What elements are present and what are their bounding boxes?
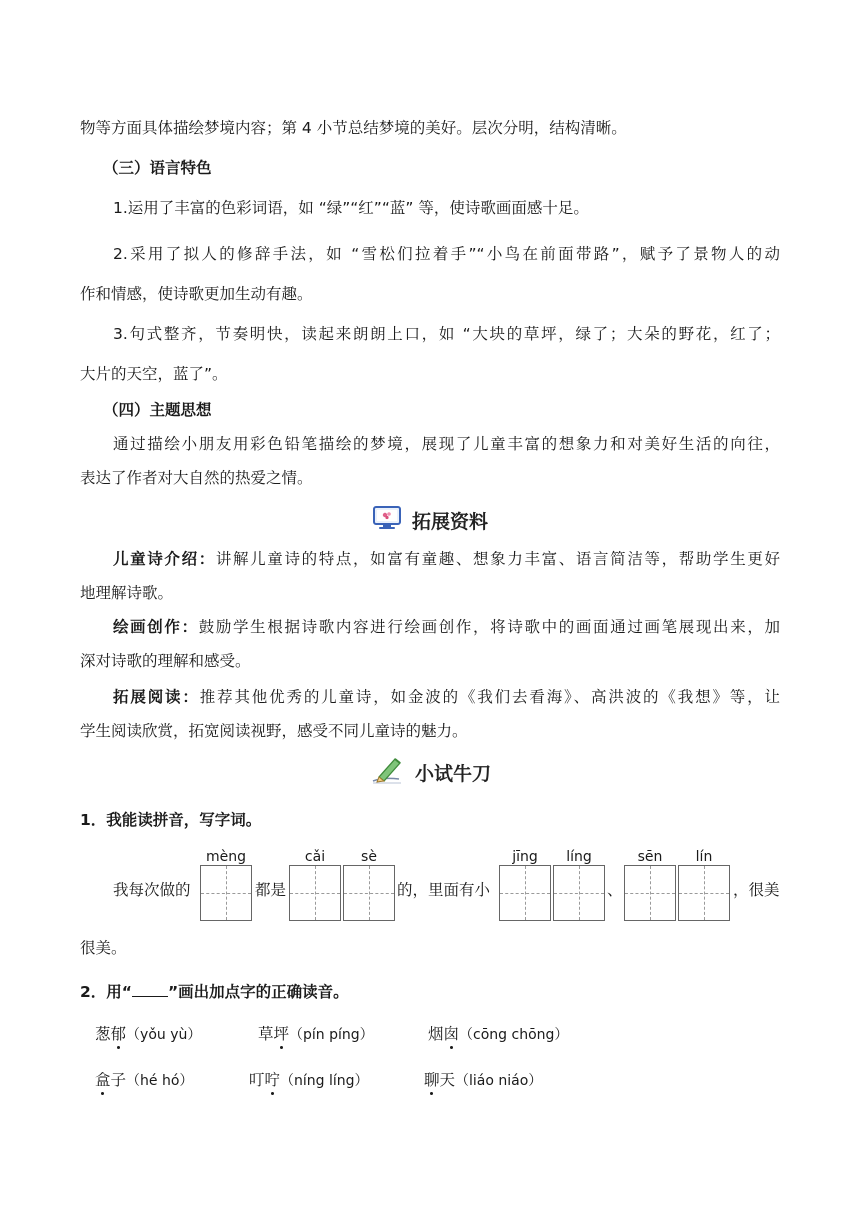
writing-box[interactable] <box>678 865 730 921</box>
extension-label: 拓展阅读： <box>113 688 200 706</box>
pinyin-label: cǎi <box>304 849 326 865</box>
extension-text: 讲解儿童诗的特点，如富有童趣、想象力丰富、语言简洁等，帮助学生更好 <box>215 550 780 568</box>
pinyin-label: sè <box>361 849 377 865</box>
question-2-text: ”画出加点字的正确读音。 <box>167 983 349 1001</box>
extension-paragraph-3-line1 <box>113 687 780 707</box>
extension-paragraph-3-line2: 学生阅读欣赏，拓宽阅读视野，感受不同儿童诗的魅力。 <box>80 722 468 740</box>
underline-sample <box>132 982 168 997</box>
structure-summary: 物等方面具体描绘梦境内容；第 4 小节总结梦境的美好。层次分明，结构清晰。 <box>80 119 627 137</box>
pinyin-label: líng <box>566 849 592 865</box>
extension-paragraph-2-line1 <box>113 617 780 637</box>
language-point-3-line2: 大片的天空，蓝了”。 <box>80 365 228 383</box>
reading-option[interactable] <box>428 1022 568 1044</box>
question-1-tail: 很美。 <box>80 939 127 957</box>
writing-box[interactable] <box>499 865 551 921</box>
practice-title: 小试牛刀 <box>414 762 491 785</box>
computer-icon <box>372 505 402 535</box>
writing-box[interactable] <box>343 865 395 921</box>
question-2-title <box>80 980 349 1002</box>
extension-paragraph-1-line2: 地理解诗歌。 <box>80 584 174 602</box>
question-1-text: 的，里面有小 <box>397 881 491 899</box>
writing-box[interactable] <box>200 865 252 921</box>
pinyin-label: lín <box>695 849 713 865</box>
practice-banner <box>0 755 860 789</box>
extension-paragraph-1-line1 <box>113 549 780 569</box>
language-point-1: 1.运用了丰富的色彩词语，如 “绿”“红”“蓝” 等，使诗歌画面感十足。 <box>113 199 589 217</box>
dotted-character: 郁 <box>111 1022 127 1044</box>
dotted-character: 盒 <box>95 1068 111 1090</box>
pinyin-choices: （pín píng） <box>289 1027 374 1043</box>
pinyin-choices: （yǒu yù） <box>126 1027 202 1043</box>
reading-option[interactable] <box>95 1068 193 1090</box>
character: 子 <box>110 1071 127 1089</box>
question-1-text: 都是 <box>255 881 287 899</box>
theme-line2: 表达了作者对大自然的热爱之情。 <box>80 469 313 487</box>
character: 烟 <box>428 1025 444 1043</box>
dotted-character: 咛 <box>265 1068 281 1090</box>
writing-box[interactable] <box>289 865 341 921</box>
character: 草 <box>258 1025 274 1043</box>
section-heading-theme: （四）主题思想 <box>103 401 212 419</box>
character: 天 <box>439 1071 456 1089</box>
reading-option[interactable] <box>424 1068 542 1090</box>
pinyin-label: mèng <box>205 849 247 865</box>
question-1-title: 1．我能读拼音，写字词。 <box>80 811 262 829</box>
language-point-2-line2: 作和情感，使诗歌更加生动有趣。 <box>80 285 313 303</box>
pinyin-choices: （cōng chōng） <box>459 1027 569 1043</box>
writing-box[interactable] <box>553 865 605 921</box>
pen-writing-icon <box>369 755 405 789</box>
question-1-text: ，很美 <box>733 881 780 899</box>
dotted-character: 坪 <box>274 1022 290 1044</box>
pinyin-label: sēn <box>637 849 663 865</box>
question-1-text: 我每次做的 <box>113 881 191 899</box>
theme-line1: 通过描绘小朋友用彩色铅笔描绘的梦境，展现了儿童丰富的想象力和对美好生活的向往， <box>113 435 780 453</box>
extension-title: 拓展资料 <box>411 510 488 533</box>
character: 葱 <box>95 1025 111 1043</box>
reading-option[interactable] <box>95 1022 201 1044</box>
pinyin-choices: （níng líng） <box>280 1073 369 1089</box>
extension-paragraph-2-line2: 深对诗歌的理解和感受。 <box>80 652 251 670</box>
extension-text: 鼓励学生根据诗歌内容进行绘画创作，将诗歌中的画面通过画笔展现出来，加 <box>198 618 780 636</box>
language-point-2-line1: 2.采用了拟人的修辞手法，如 “雪松们拉着手”“小鸟在前面带路”，赋予了景物人的动 <box>113 245 780 263</box>
dotted-character: 聊 <box>424 1068 440 1090</box>
extension-text: 推荐其他优秀的儿童诗，如金波的《我们去看海》、高洪波的《我想》等，让 <box>199 688 780 706</box>
pinyin-choices: （liáo niáo） <box>455 1073 543 1089</box>
question-2-text: 2．用“ <box>80 983 132 1001</box>
dotted-character: 囱 <box>444 1022 460 1044</box>
reading-option[interactable] <box>249 1068 369 1090</box>
section-heading-language: （三）语言特色 <box>103 159 212 177</box>
character: 叮 <box>249 1071 265 1089</box>
extension-label: 儿童诗介绍： <box>113 550 216 568</box>
pinyin-label: jīng <box>512 849 538 865</box>
extension-banner <box>0 505 860 535</box>
extension-label: 绘画创作： <box>113 618 199 636</box>
writing-box[interactable] <box>624 865 676 921</box>
language-point-3-line1: 3.句式整齐，节奏明快，读起来朗朗上口，如 “大块的草坪，绿了；大朵的野花，红了； <box>113 325 780 343</box>
reading-option[interactable] <box>258 1022 374 1044</box>
pinyin-choices: （hé hó） <box>126 1073 194 1089</box>
question-1-text: 、 <box>607 881 623 899</box>
